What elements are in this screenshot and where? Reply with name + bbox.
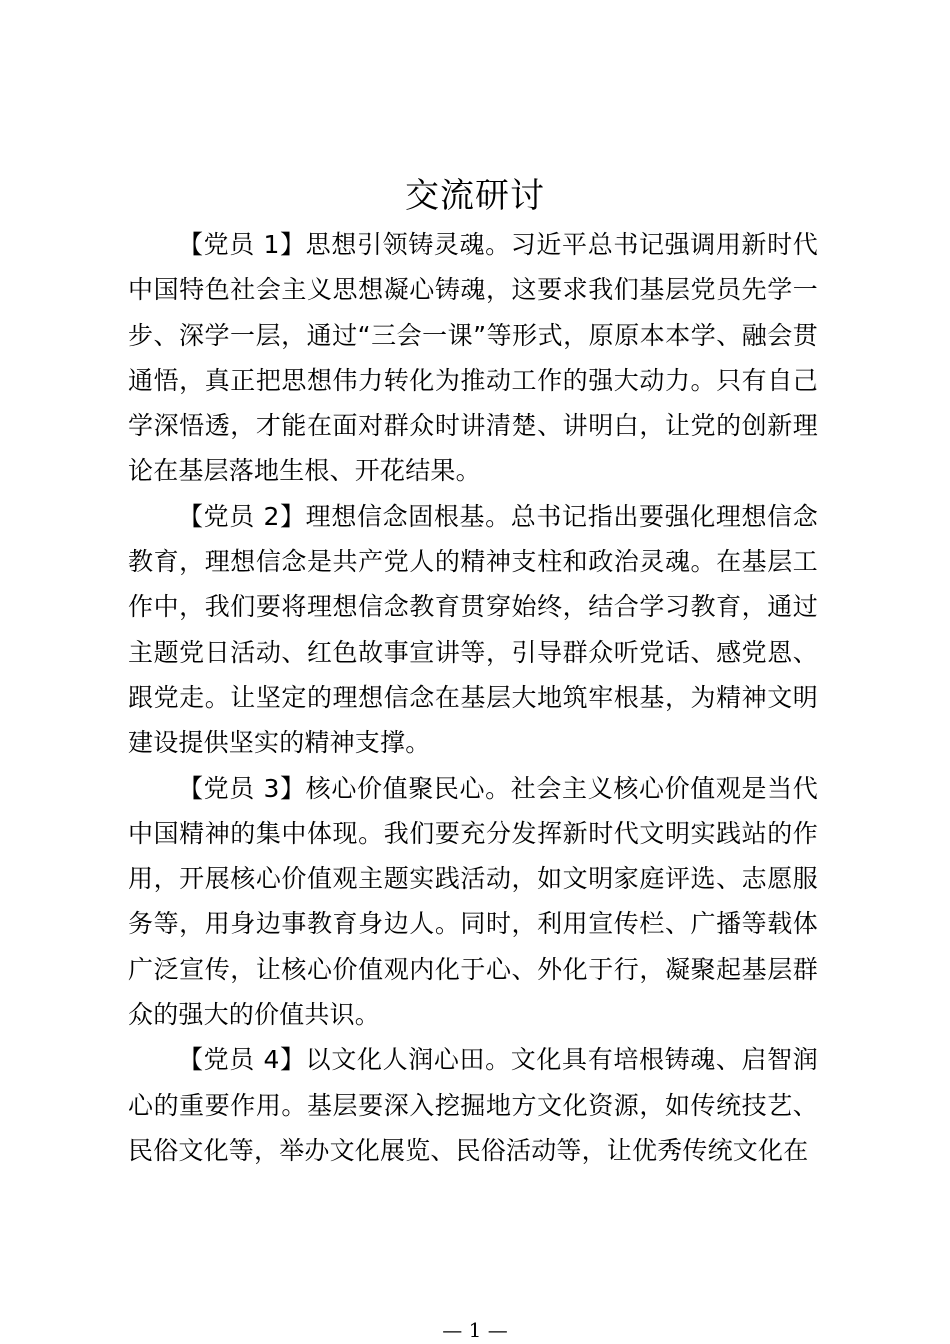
paragraph-member-1: 【党员 1】思想引领铸灵魂。习近平总书记强调用新时代中国特色社会主义思想凝心铸魂，这要求我们基层党员先学一步、深学一层，通过“三会一课”等形式，原原本本学、融会贯通悟，真正把思想伟力转化为推动工作的强大动力。只有自己学深悟透，才能在面对群众时讲清楚、讲明白，让党的创新理论在基层落地生根、开花结果。 bbox=[128, 230, 818, 486]
page-number: — 1 — bbox=[442, 1318, 508, 1342]
document-title: 交流研讨 bbox=[405, 176, 545, 216]
paragraph-member-2: 【党员 2】理想信念固根基。总书记指出要强化理想信念教育，理想信念是共产党人的精神支柱和政治灵魂。在基层工作中，我们要将理想信念教育贯穿始终，结合学习教育，通过主题党日活动、红色故事宣讲等，引导群众听党话、感党恩、跟党走。让坚定的理想信念在基层大地筑牢根基，为精神文明建设提供坚实的精神支撑。 bbox=[128, 501, 818, 758]
paragraph-member-3: 【党员 3】核心价值聚民心。社会主义核心价值观是当代中国精神的集中体现。我们要充分发挥新时代文明实践站的作用，开展核心价值观主题实践活动，如文明家庭评选、志愿服务等，用身边事教育身边人。同时，利用宣传栏、广播等载体广泛宣传，让核心价值观内化于心、外化于行，凝聚起基层群众的强大的价值共识。 bbox=[128, 773, 818, 1030]
paragraph-member-4: 【党员 4】以文化人润心田。文化具有培根铸魂、启智润心的重要作用。基层要深入挖掘地方文化资源，如传统技艺、民俗文化等，举办文化展览、民俗活动等，让优秀传统文化在 bbox=[128, 1045, 818, 1165]
document-body bbox=[128, 222, 818, 1173]
